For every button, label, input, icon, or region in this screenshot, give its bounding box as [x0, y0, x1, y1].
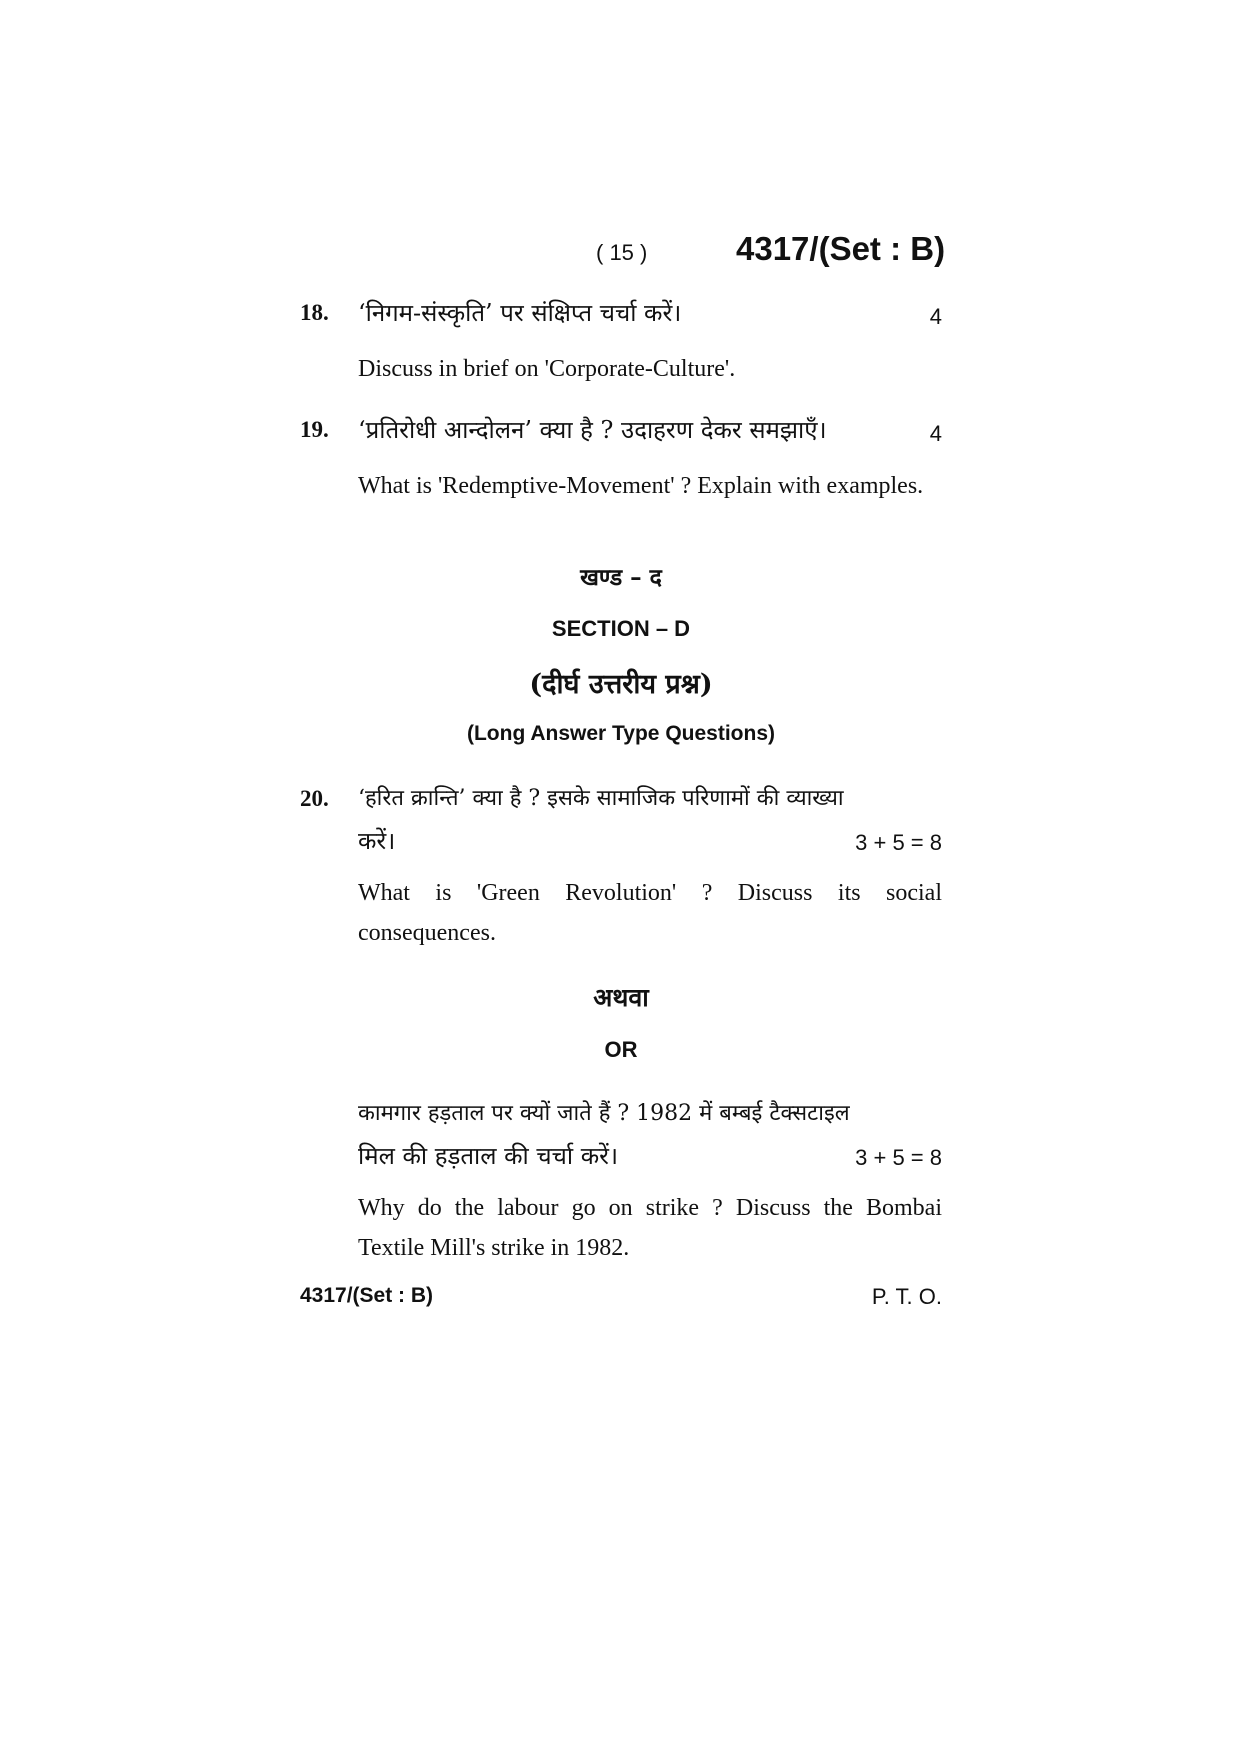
- question-20-alt-english: Why do the labour go on strike ? Discuss the Bombai Textile Mill's strike in 1982.: [358, 1195, 942, 1261]
- question-20-english: What is 'Green Revolution' ? Discuss its social consequences.: [358, 880, 942, 946]
- paper-code-footer: 4317/(Set : B): [300, 1284, 434, 1307]
- question-20-hindi-line2: करें।: [358, 827, 396, 855]
- question-20-alt-marks: 3 + 5 = 8: [855, 1145, 942, 1170]
- question-18-hindi: ‘निगम-संस्कृति’ पर संक्षिप्त चर्चा करें।: [358, 299, 682, 327]
- question-19-english: What is 'Redemptive-Movement' ? Explain with examples.: [358, 473, 924, 499]
- question-19-marks: 4: [929, 421, 942, 446]
- question-18-english: Discuss in brief on 'Corporate-Culture'.: [358, 356, 736, 382]
- question-18-number: 18.: [300, 300, 329, 325]
- question-20-number: 20.: [300, 786, 329, 811]
- or-english: OR: [604, 1037, 638, 1062]
- section-hindi-title: खण्ड – द: [580, 564, 662, 591]
- question-19-hindi: ‘प्रतिरोधी आन्दोलन’ क्या है ? उदाहरण देकर समझाएँ।: [358, 416, 827, 444]
- pto-label: P. T. O.: [871, 1284, 942, 1309]
- question-19-number: 19.: [300, 417, 329, 442]
- or-hindi: अथवा: [593, 983, 649, 1012]
- question-20-alt-hindi-line2: मिल की हड़ताल की चर्चा करें।: [358, 1142, 619, 1170]
- question-20-marks: 3 + 5 = 8: [855, 830, 942, 855]
- page-number: ( 15 ): [596, 240, 648, 265]
- question-20-hindi-line1: ‘हरित क्रान्ति’ क्या है ? इसके सामाजिक परिणामों की व्याख्या: [358, 786, 844, 811]
- paper-code-header: 4317/(Set : B): [736, 230, 946, 267]
- question-18-marks: 4: [929, 304, 942, 329]
- question-20-alt-hindi-line1: कामगार हड़ताल पर क्यों जाते हैं ? 1982 में बम्बई टैक्सटाइल: [358, 1101, 850, 1126]
- section-english-title: SECTION – D: [551, 616, 691, 641]
- section-english-subtitle: (Long Answer Type Questions): [466, 722, 776, 745]
- section-hindi-subtitle: (दीर्घ उत्तरीय प्रश्न): [529, 669, 713, 700]
